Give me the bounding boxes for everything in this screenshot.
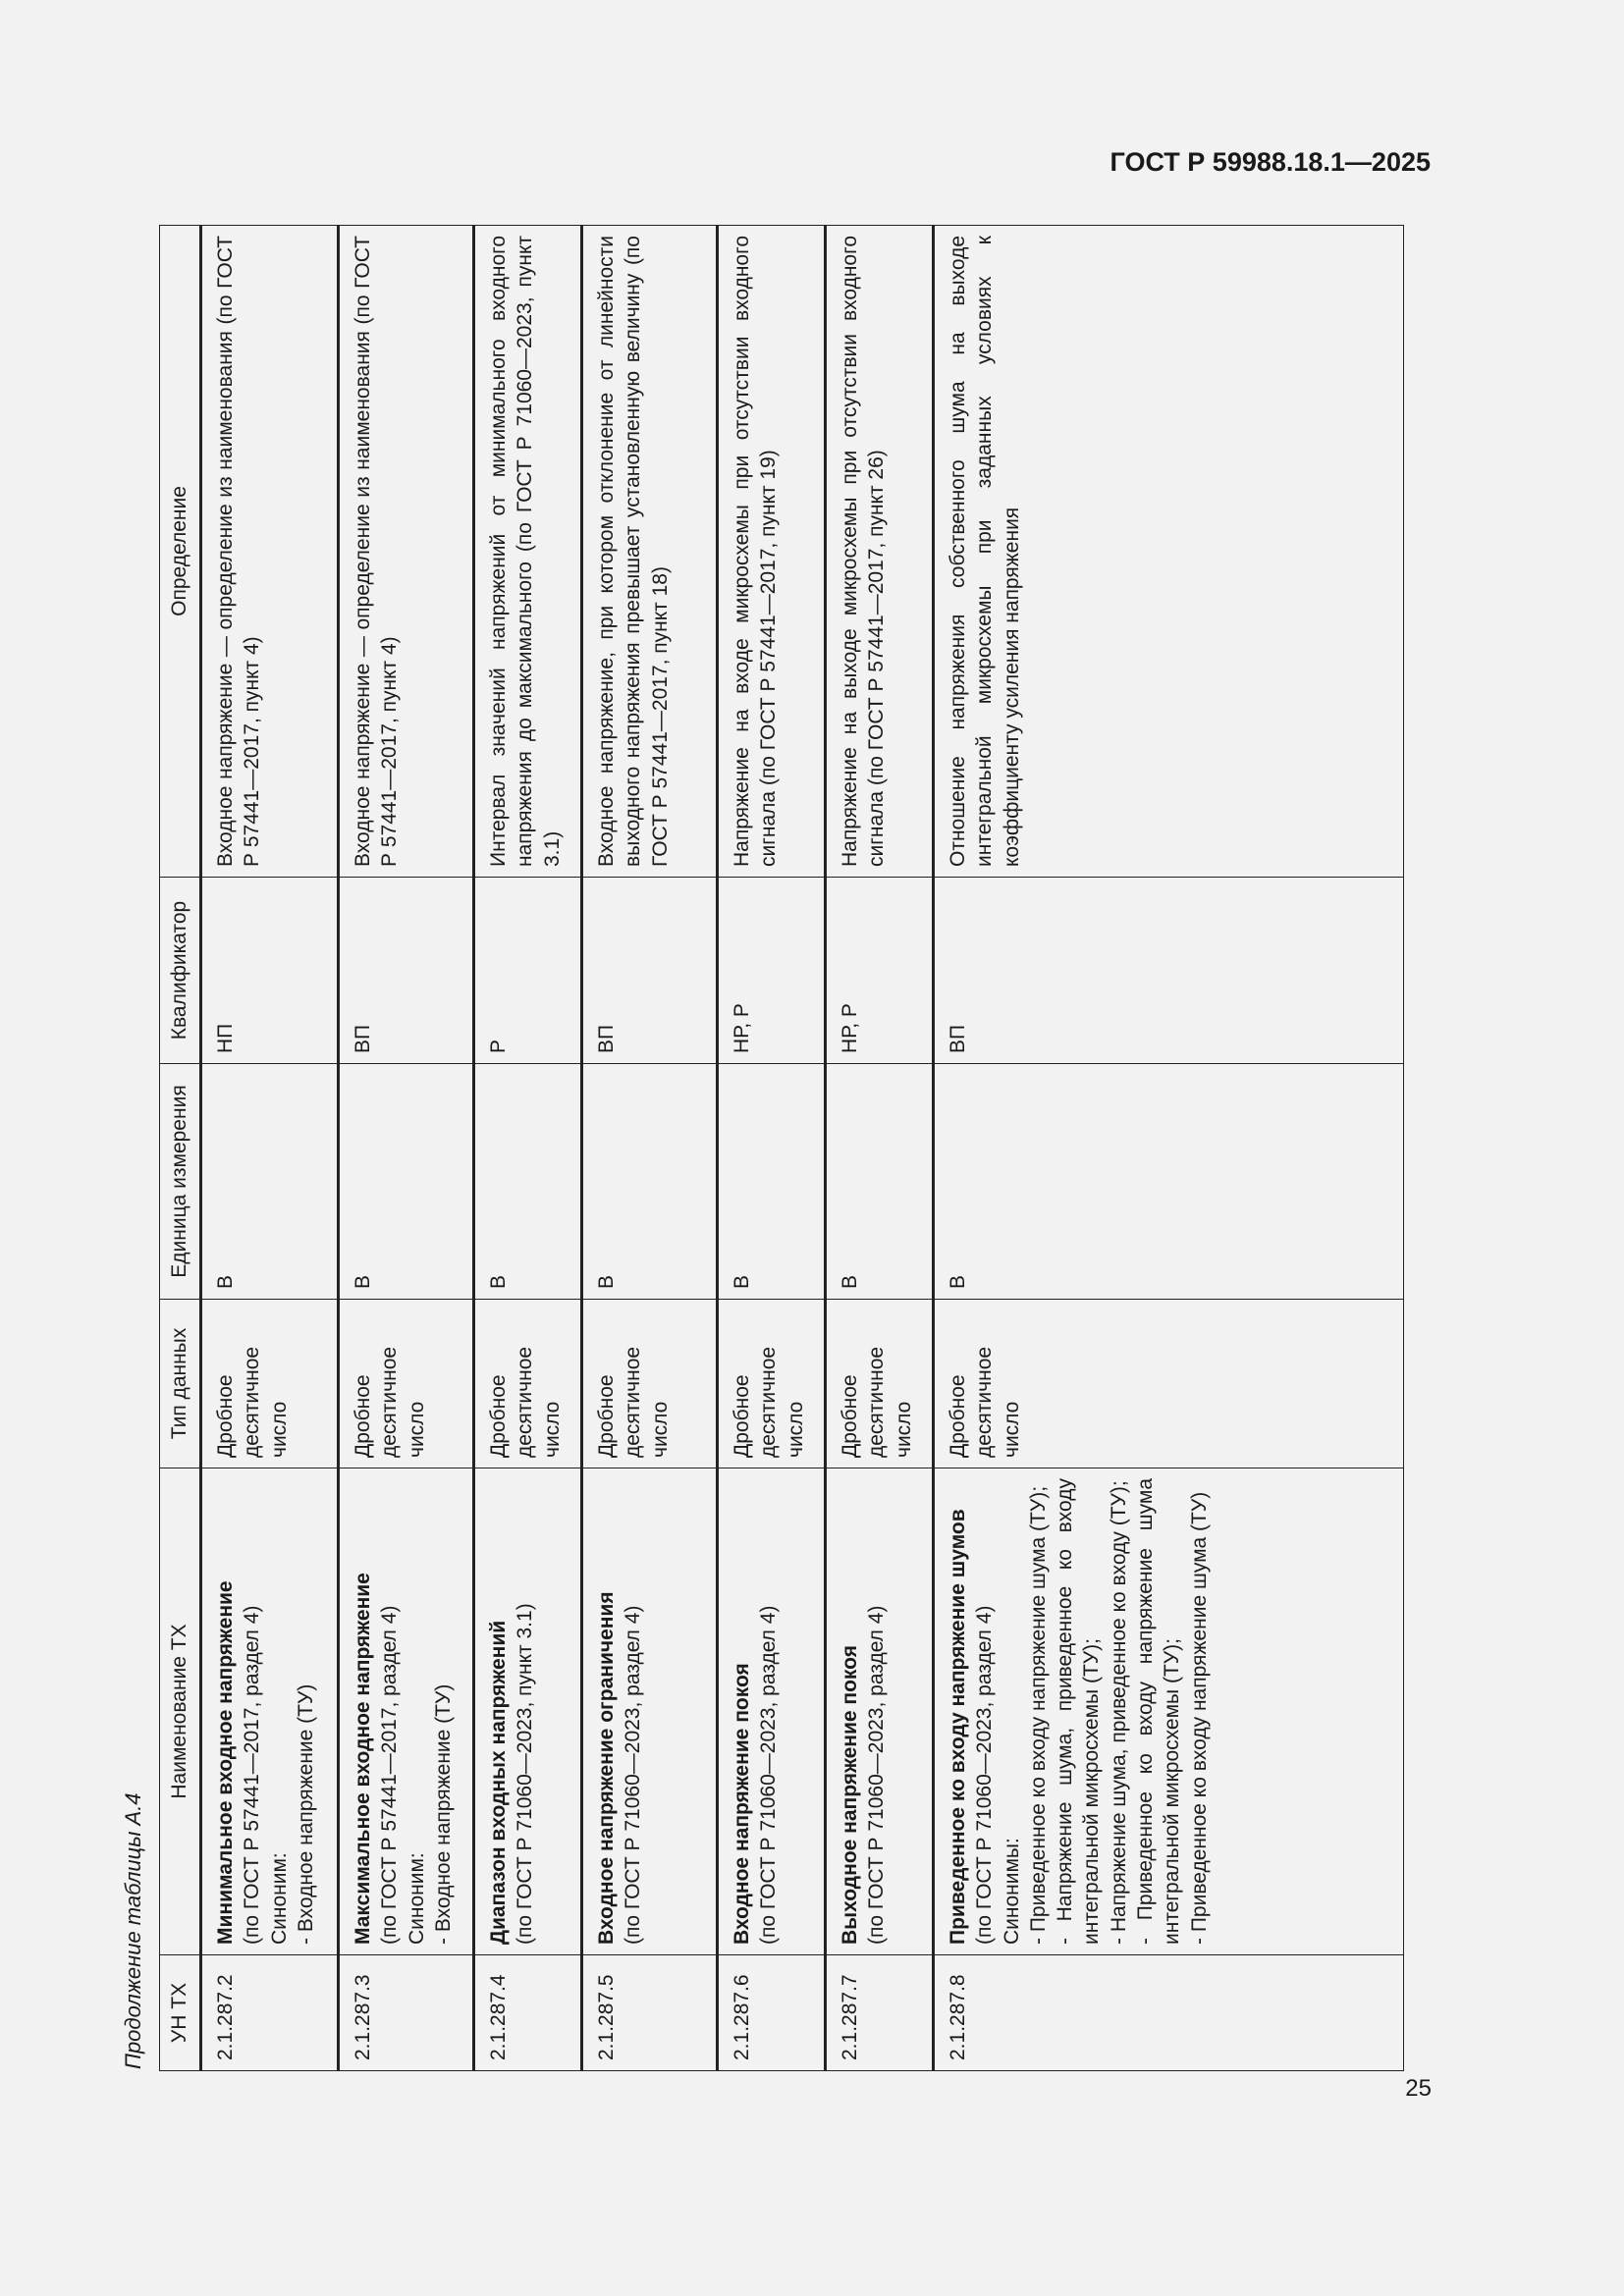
cell-id: 2.1.287.8 — [934, 1955, 1404, 2071]
cell-definition: Входное напряжение — определение из наименования (по ГОСТ Р 57441—2017, пункт 4) — [201, 226, 339, 878]
cell-definition: Входное напряжение — определение из наименования (по ГОСТ Р 57441—2017, пункт 4) — [339, 226, 474, 878]
table-row — [201, 226, 339, 2071]
cell-unit: В — [718, 1064, 826, 1300]
synonym-item: - Приведенное ко входу напряжение шума интегральной микросхемы (ТУ); — [1134, 1478, 1184, 1945]
synonym-item: - Приведенное ко входу напряжение шума (ТУ) — [1187, 1491, 1211, 1945]
cell-qualifier: НР, Р — [826, 878, 934, 1064]
cell-id: 2.1.287.3 — [339, 1955, 474, 2071]
term-reference: (по ГОСТ Р 71060—2023, раздел 4) — [973, 1605, 997, 1945]
rotated-table-container — [108, 226, 1404, 2071]
cell-data-type: Дробное десятичное число — [201, 1300, 339, 1468]
synonym-item: - Напряжение шума, приведенное ко входу (ТУ); — [1107, 1480, 1130, 1945]
cell-qualifier: НР, Р — [718, 878, 826, 1064]
header-unit: Единица измерения — [160, 1064, 201, 1300]
cell-unit: В — [474, 1064, 582, 1300]
document-code: ГОСТ Р 59988.18.1—2025 — [1110, 147, 1431, 177]
table-row — [474, 226, 582, 2071]
cell-name — [339, 1468, 474, 1955]
cell-definition: Входное напряжение, при котором отклонение от линейности выходного напряжения превышает установленную величину (по ГОСТ Р 57441—2017, пункт 18) — [582, 226, 718, 878]
synonym-label: Синоним: — [267, 1852, 291, 1945]
cell-definition: Напряжение на выходе микросхемы при отсутствии входного сигнала (по ГОСТ Р 57441—2017, пункт 26) — [826, 226, 934, 878]
term-reference: (по ГОСТ Р 71060—2023, раздел 4) — [865, 1605, 889, 1945]
term-title: Входное напряжение ограничения — [595, 1591, 618, 1945]
cell-unit: В — [826, 1064, 934, 1300]
table-row — [582, 226, 718, 2071]
cell-data-type: Дробное десятичное число — [718, 1300, 826, 1468]
cell-name — [826, 1468, 934, 1955]
header-qualifier: Квалификатор — [160, 878, 201, 1064]
cell-qualifier: Р — [474, 878, 582, 1064]
synonym-item: - Входное напряжение (ТУ) — [294, 1683, 317, 1945]
term-title: Диапазон входных напряжений — [487, 1620, 510, 1945]
synonym-label: Синоним: — [405, 1852, 428, 1945]
header-id: УН ТХ — [160, 1955, 201, 2071]
synonym-item: - Входное напряжение (ТУ) — [431, 1683, 455, 1945]
cell-unit: В — [201, 1064, 339, 1300]
table-row — [826, 226, 934, 2071]
cell-unit: В — [582, 1064, 718, 1300]
term-reference: (по ГОСТ Р 71060—2023, раздел 4) — [622, 1605, 645, 1945]
cell-id: 2.1.287.7 — [826, 1955, 934, 2071]
cell-id: 2.1.287.6 — [718, 1955, 826, 2071]
term-reference: (по ГОСТ Р 71060—2023, раздел 4) — [757, 1605, 781, 1945]
cell-data-type: Дробное десятичное число — [934, 1300, 1404, 1468]
synonym-item: - Приведенное ко входу напряжение шума (ТУ); — [1026, 1485, 1050, 1945]
term-reference: (по ГОСТ Р 71060—2023, пункт 3.1) — [514, 1603, 537, 1945]
cell-data-type: Дробное десятичное число — [474, 1300, 582, 1468]
cell-id: 2.1.287.5 — [582, 1955, 718, 2071]
synonym-label: Синонимы: — [1000, 1838, 1023, 1945]
cell-id: 2.1.287.2 — [201, 1955, 339, 2071]
cell-definition: Напряжение на входе микросхемы при отсутствии входного сигнала (по ГОСТ Р 57441—2017, пункт 19) — [718, 226, 826, 878]
synonym-item: - Напряжение шума, приведенное ко входу интегральной микросхемы (ТУ); — [1054, 1478, 1104, 1945]
table-row — [934, 226, 1404, 2071]
header-type: Тип данных — [160, 1300, 201, 1468]
cell-unit: В — [934, 1064, 1404, 1300]
cell-qualifier: ВП — [934, 878, 1404, 1064]
cell-data-type: Дробное десятичное число — [826, 1300, 934, 1468]
term-title: Максимальное входное напряжение — [352, 1573, 374, 1945]
table-header-row — [160, 226, 201, 2071]
cell-name — [201, 1468, 339, 1955]
cell-qualifier: НП — [201, 878, 339, 1064]
term-title: Выходное напряжение покоя — [839, 1645, 861, 1945]
cell-definition: Интервал значений напряжений от минимального входного напряжения до максимального (по ГОСТ Р 71060—2023, пункт 3.1) — [474, 226, 582, 878]
term-title: Входное напряжение покоя — [731, 1663, 753, 1945]
cell-data-type: Дробное десятичное число — [339, 1300, 474, 1468]
table-row — [339, 226, 474, 2071]
cell-qualifier: ВП — [339, 878, 474, 1064]
cell-id: 2.1.287.4 — [474, 1955, 582, 2071]
table-row — [718, 226, 826, 2071]
header-name: Наименование ТХ — [160, 1468, 201, 1955]
term-title: Минимальное входное напряжение — [214, 1580, 237, 1945]
term-reference: (по ГОСТ Р 57441—2017, раздел 4) — [241, 1605, 264, 1945]
page-number: 25 — [1405, 2075, 1432, 2102]
cell-definition: Отношение напряжения собственного шума на выходе интегральной микросхемы при заданных условиях к коэффициенту усиления напряжения — [934, 226, 1404, 878]
cell-unit: В — [339, 1064, 474, 1300]
header-definition: Определение — [160, 226, 201, 878]
terms-table — [159, 225, 1404, 2071]
term-reference: (по ГОСТ Р 57441—2017, раздел 4) — [378, 1605, 402, 1945]
cell-name — [474, 1468, 582, 1955]
cell-name — [718, 1468, 826, 1955]
cell-name — [582, 1468, 718, 1955]
table-caption: Продолжение таблицы А.4 — [121, 1792, 145, 2069]
cell-name — [934, 1468, 1404, 1955]
cell-data-type: Дробное десятичное число — [582, 1300, 718, 1468]
term-title: Приведенное ко входу напряжение шумов — [947, 1509, 969, 1945]
cell-qualifier: ВП — [582, 878, 718, 1064]
